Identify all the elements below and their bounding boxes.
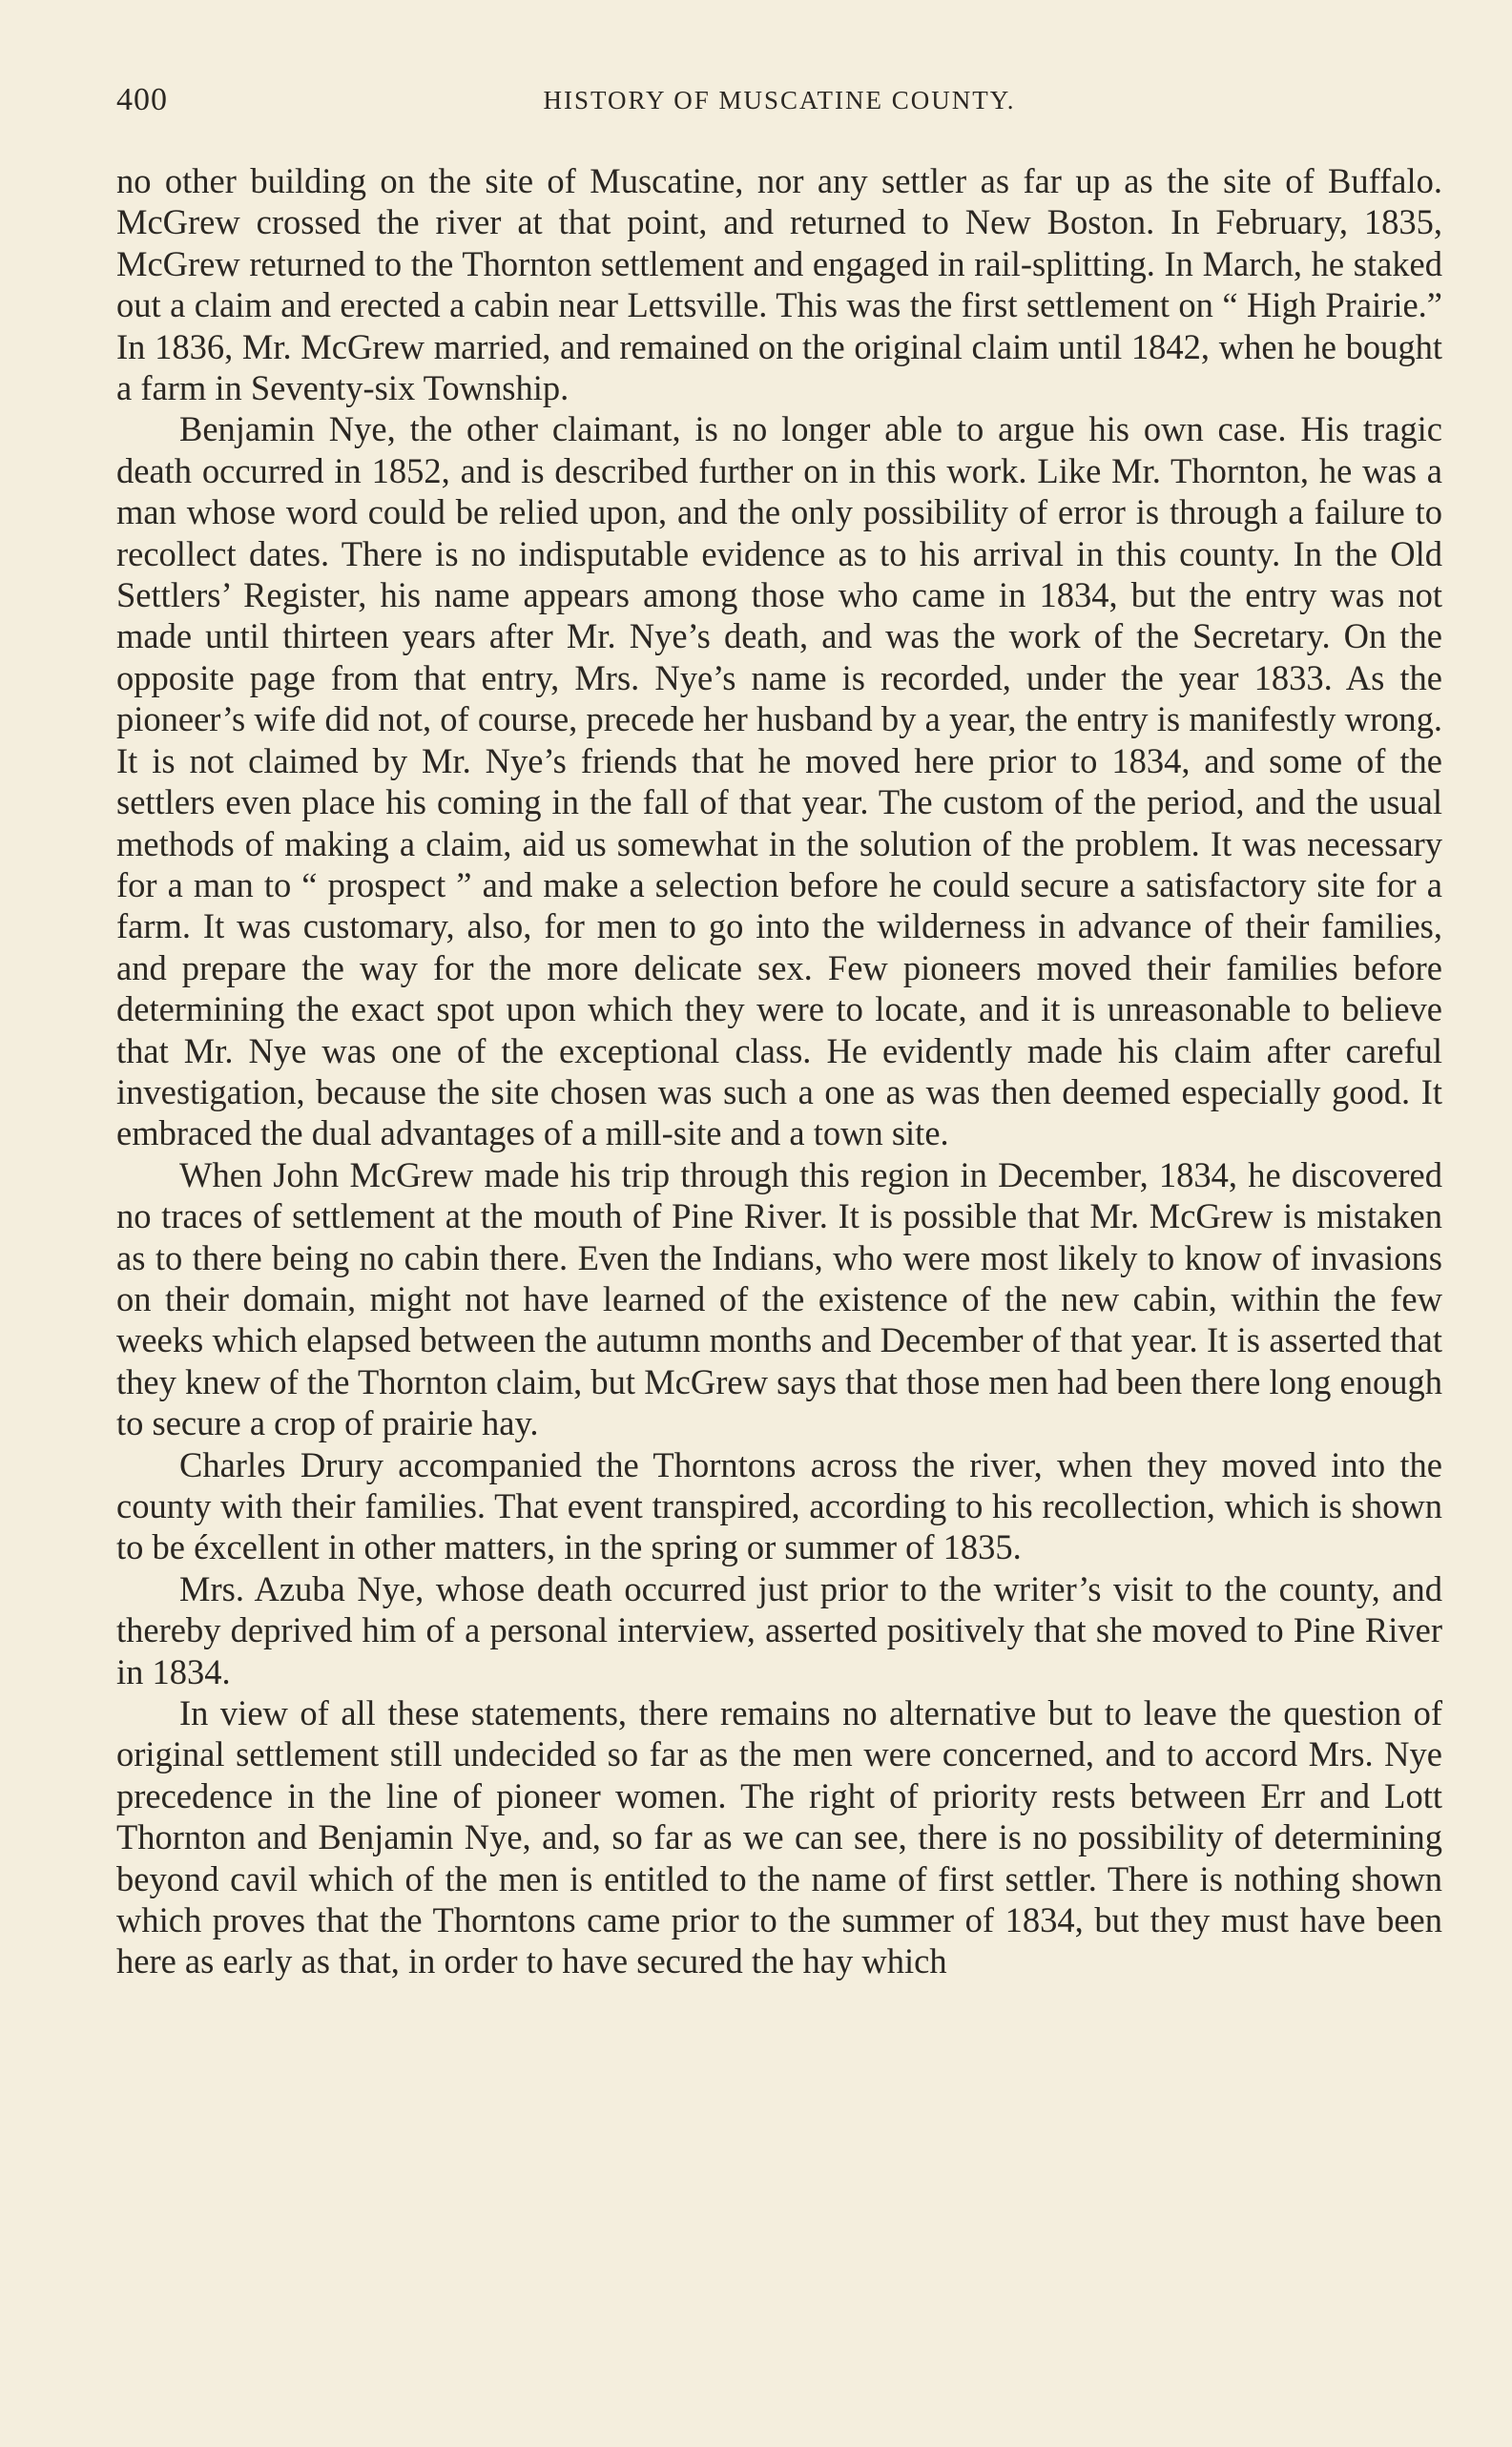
page-number: 400 <box>116 82 168 117</box>
paragraph-john-mcgrew: When John McGrew made his trip through this region in December, 1834, he discovered no traces of settlement at the mouth of Pine River. It is possible that Mr. McGrew is mistaken as to there being no cabin there. Even the Indians, who were most likely to know of invasions on their domain, might not have learned of the existence of the new cabin, within the few weeks which elapsed between the autumn months and December of that year. It is asserted that they knew of the Thornton claim, but McGrew says that those men had been there long enough to secure a crop of prairie hay. <box>116 1154 1442 1443</box>
book-page <box>116 82 1442 1982</box>
running-head: HISTORY OF MUSCATINE COUNTY. <box>543 86 1016 114</box>
body-text <box>116 160 1442 1982</box>
paragraph-azuba-nye: Mrs. Azuba Nye, whose death occurred just prior to the writer’s visit to the county, and thereby deprived him of a personal interview, asserted positively that she moved to Pine River in 1834. <box>116 1568 1442 1691</box>
page-header <box>116 82 1442 139</box>
paragraph-conclusion: In view of all these statements, there remains no alternative but to leave the question of original settlement still undecided so far as the men were concerned, and to accord Mrs. Nye precedence in the line of pioneer women. The right of priority rests between Err and Lott Thornton and Benjamin Nye, and, so far as we can see, there is no possibility of determining beyond cavil which of the men is entitled to the name of first settler. There is nothing shown which proves that the Thorntons came prior to the summer of 1834, but they must have been here as early as that, in order to have secured the hay which <box>116 1693 1442 1981</box>
paragraph-charles-drury: Charles Drury accompanied the Thorntons across the river, when they moved into the county with their families. That event transpired, according to his recollection, which is shown to be éxcellent in other matters, in the spring or summer of 1835. <box>116 1444 1442 1567</box>
paragraph-benjamin-nye: Benjamin Nye, the other claimant, is no longer able to argue his own case. His tragic death occurred in 1852, and is described further on in this work. Like Mr. Thornton, he was a man whose word could be relied upon, and the only possibility of error is through a failure to recollect dates. There is no indisputable evidence as to his arrival in this county. In the Old Settlers’ Register, his name appears among those who came in 1834, but the entry was not made until thirteen years after Mr. Nye’s death, and was the work of the Secretary. On the opposite page from that entry, Mrs. Nye’s name is recorded, under the year 1833. As the pioneer’s wife did not, of course, precede her husband by a year, the entry is manifestly wrong. It is not claimed by Mr. Nye’s friends that he moved here prior to 1834, and some of the settlers even place his coming in the fall of that year. The custom of the period, and the usual methods of making a claim, aid us somewhat in the solution of the problem. It was necessary for a man to “ prospect ” and make a selection before he could secure a satisfactory site for a farm. It was customary, also, for men to go into the wilderness in advance of their families, and prepare the way for the more delicate sex. Few pioneers moved their families before determining the exact spot upon which they were to locate, and it is unreasonable to believe that Mr. Nye was one of the exceptional class. He evidently made his claim after careful investigation, because the site chosen was such a one as was then deemed especially good. It embraced the dual advantages of a mill-site and a town site. <box>116 409 1442 1153</box>
paragraph-continued: no other building on the site of Muscatine, nor any settler as far up as the site of Buffalo. McGrew crossed the river at that point, and returned to New Boston. In February, 1835, McGrew returned to the Thornton settlement and engaged in rail-splitting. In March, he staked out a claim and erected a cabin near Lettsville. This was the first settlement on “ High Prairie.” In 1836, Mr. McGrew married, and remained on the original claim until 1842, when he bought a farm in Seventy-six Township. <box>116 161 1442 408</box>
